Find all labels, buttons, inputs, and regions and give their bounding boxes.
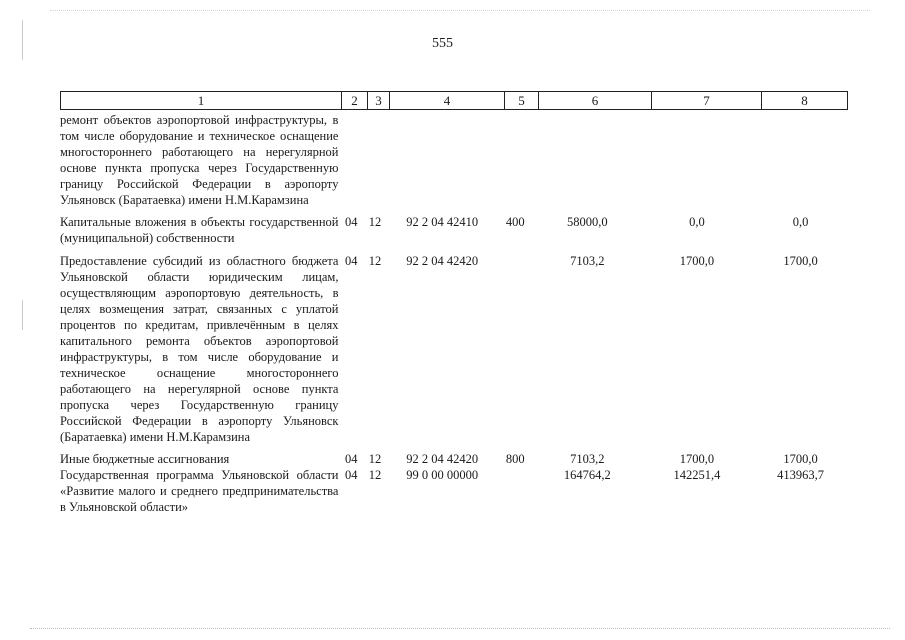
column-header: 6 <box>539 92 652 110</box>
table-row <box>60 112 850 208</box>
row-subsection: 12 <box>368 468 382 482</box>
row-target-article: 92 2 04 42420 <box>406 254 479 268</box>
column-header: 8 <box>762 92 848 110</box>
row-amount-year2: 142251,4 <box>673 468 721 482</box>
scan-top-edge <box>50 10 870 11</box>
row-amount-year1: 164764,2 <box>563 468 611 482</box>
row-expense-type <box>498 253 532 269</box>
row-target-article: 92 2 04 42420 <box>406 452 479 466</box>
row-amount-year2: 0,0 <box>689 215 705 229</box>
column-header: 3 <box>368 92 390 110</box>
scan-margin-mark <box>22 300 23 330</box>
row-amount-year1: 58000,0 <box>567 215 608 229</box>
row-amount-year3 <box>751 112 850 128</box>
column-header: 1 <box>61 92 342 110</box>
column-header: 4 <box>390 92 505 110</box>
budget-table-body <box>60 112 850 515</box>
row-section: 04 <box>345 452 358 466</box>
row-amount-year1 <box>532 112 643 128</box>
row-expense-type <box>498 467 532 483</box>
row-amount-year3: 0,0 <box>792 215 809 229</box>
row-amount-year2 <box>643 112 752 128</box>
table-row <box>60 451 850 467</box>
scan-bottom-edge <box>30 628 890 629</box>
row-description: Государственная программа Ульяновской области «Развитие малого и среднего предпринимательства в Ульяновской области» <box>60 468 339 514</box>
column-header: 7 <box>652 92 762 110</box>
column-header-table <box>60 91 848 110</box>
row-description: Иные бюджетные ассигнования <box>60 452 230 466</box>
row-description: Предоставление субсидий из областного бюджета Ульяновской области юридическим лицам, осуществляющим аэропортовую деятельность, в целях возмещения затрат, связанных с уплатой процентов по кредитам, привлечённым в целях капитального ремонта объектов аэропортовой инфраструктуры, в том числе оборудование и техническое оснащение многостороннего работающего на нерегулярной основе пункта пропуска через Государственную границу Российской Федерации в аэропорту Ульяновск (Баратаевка) имени Н.М.Карамзина <box>60 254 339 444</box>
row-subsection: 12 <box>368 452 382 466</box>
row-subsection: 12 <box>368 215 382 229</box>
row-section: 04 <box>345 215 358 229</box>
table-row <box>60 467 850 515</box>
row-expense-type: 800 <box>505 452 525 466</box>
row-amount-year1: 7103,2 <box>570 254 605 268</box>
table-row <box>60 253 850 445</box>
row-description: Капитальные вложения в объекты государственной (муниципальной) собственности <box>60 215 339 245</box>
page-number: 555 <box>432 36 453 51</box>
row-subsection: 12 <box>368 254 382 268</box>
row-amount-year1: 7103,2 <box>570 452 605 466</box>
row-amount-year2: 1700,0 <box>679 452 715 466</box>
column-header: 5 <box>505 92 539 110</box>
row-description: ремонт объектов аэропортовой инфраструктуры, в том числе оборудование и техническое оснащение многостороннего работающего на нерегулярной основе пункта пропуска через Государственную границу Российской Федерации в аэропорту Ульяновск (Баратаевка) имени Н.М.Карамзина <box>60 113 339 207</box>
row-section <box>338 112 364 128</box>
row-amount-year3: 1700,0 <box>783 254 818 268</box>
row-section: 04 <box>345 468 358 482</box>
column-header: 2 <box>342 92 368 110</box>
row-section: 04 <box>345 254 358 268</box>
row-subsection <box>364 112 386 128</box>
row-expense-type <box>498 112 532 128</box>
row-amount-year2: 1700,0 <box>679 254 715 268</box>
table-row <box>60 214 850 246</box>
row-target-article: 99 0 00 00000 <box>406 468 479 482</box>
row-amount-year3: 413963,7 <box>777 468 825 482</box>
row-expense-type: 400 <box>505 215 525 229</box>
row-target-article: 92 2 04 42410 <box>406 215 479 229</box>
row-amount-year3: 1700,0 <box>783 452 818 466</box>
row-target-article <box>386 112 499 128</box>
